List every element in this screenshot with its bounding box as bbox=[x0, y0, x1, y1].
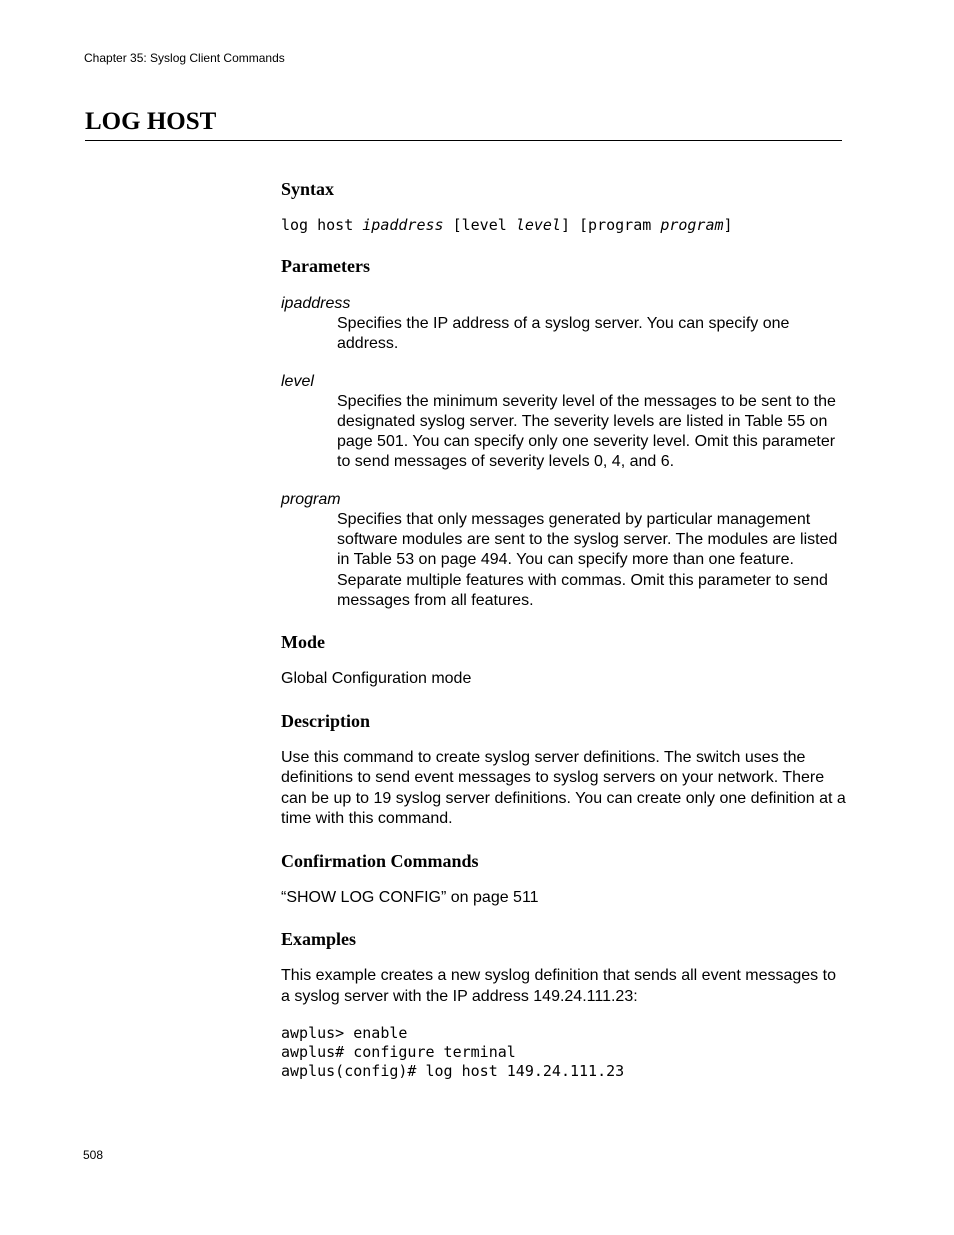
content-column bbox=[281, 178, 846, 1081]
description-text: Use this command to create syslog server definitions. The switch uses the definitions to send event messages to syslog servers on your network. There can be up to 19 syslog server definitions. You can create only one definition at a time with this command. bbox=[281, 748, 846, 828]
param-ipaddress-description: Specifies the IP address of a syslog server. You can specify one address. bbox=[337, 315, 790, 353]
syntax-heading: Syntax bbox=[281, 179, 335, 199]
description-heading: Description bbox=[281, 710, 370, 731]
mode-heading: Mode bbox=[281, 632, 325, 653]
code-line: awplus> enable bbox=[281, 1024, 408, 1043]
syntax-ipaddress-arg: ipaddress bbox=[362, 216, 444, 234]
parameters-heading: Parameters bbox=[281, 256, 370, 276]
running-head: Chapter 35: Syslog Client Commands bbox=[84, 51, 285, 65]
param-program-name: program bbox=[281, 490, 341, 508]
title-rule bbox=[85, 140, 842, 141]
syntax-close: ] bbox=[723, 216, 733, 234]
confirmation-heading: Confirmation Commands bbox=[281, 850, 479, 871]
syntax-command: log host bbox=[281, 216, 363, 234]
syntax-program-keyword: ] [program bbox=[560, 216, 661, 234]
page-number: 508 bbox=[83, 1148, 104, 1162]
examples-heading: Examples bbox=[281, 929, 357, 950]
param-level-description: Specifies the minimum severity level of the messages to be sent to the designated syslog server. The severity levels are listed in Table 55 on page 501. You can specify only one severity level. Omit this parameter to send messages of severity levels 0, 4, and 6. bbox=[337, 392, 836, 471]
param-program-description: Specifies that only messages generated by particular management software modules are sent to the syslog server. The modules are listed in Table 53 on page 494. You can specify more than one feature. Separate multiple features with commas. Omit this parameter to send messages from all features. bbox=[337, 510, 838, 609]
code-line: awplus# configure terminal bbox=[281, 1043, 516, 1062]
param-ipaddress-name: ipaddress bbox=[281, 295, 351, 312]
syntax-level-keyword: [level bbox=[443, 216, 516, 234]
syntax-program-arg: program bbox=[660, 216, 724, 234]
syntax-level-arg: level bbox=[515, 216, 561, 234]
page-title: LOG HOST bbox=[85, 108, 217, 135]
syntax-line bbox=[281, 216, 846, 235]
param-level-name: level bbox=[281, 372, 314, 390]
mode-text: Global Configuration mode bbox=[281, 670, 472, 688]
examples-text: This example creates a new syslog definition that sends all event messages to a syslog server with the IP address 149.24.111.23: bbox=[281, 967, 836, 1005]
code-line: awplus(config)# log host 149.24.111.23 bbox=[281, 1062, 625, 1081]
example-code-block bbox=[281, 1024, 846, 1081]
confirmation-link[interactable]: “SHOW LOG CONFIG” on page 511 bbox=[281, 888, 539, 906]
